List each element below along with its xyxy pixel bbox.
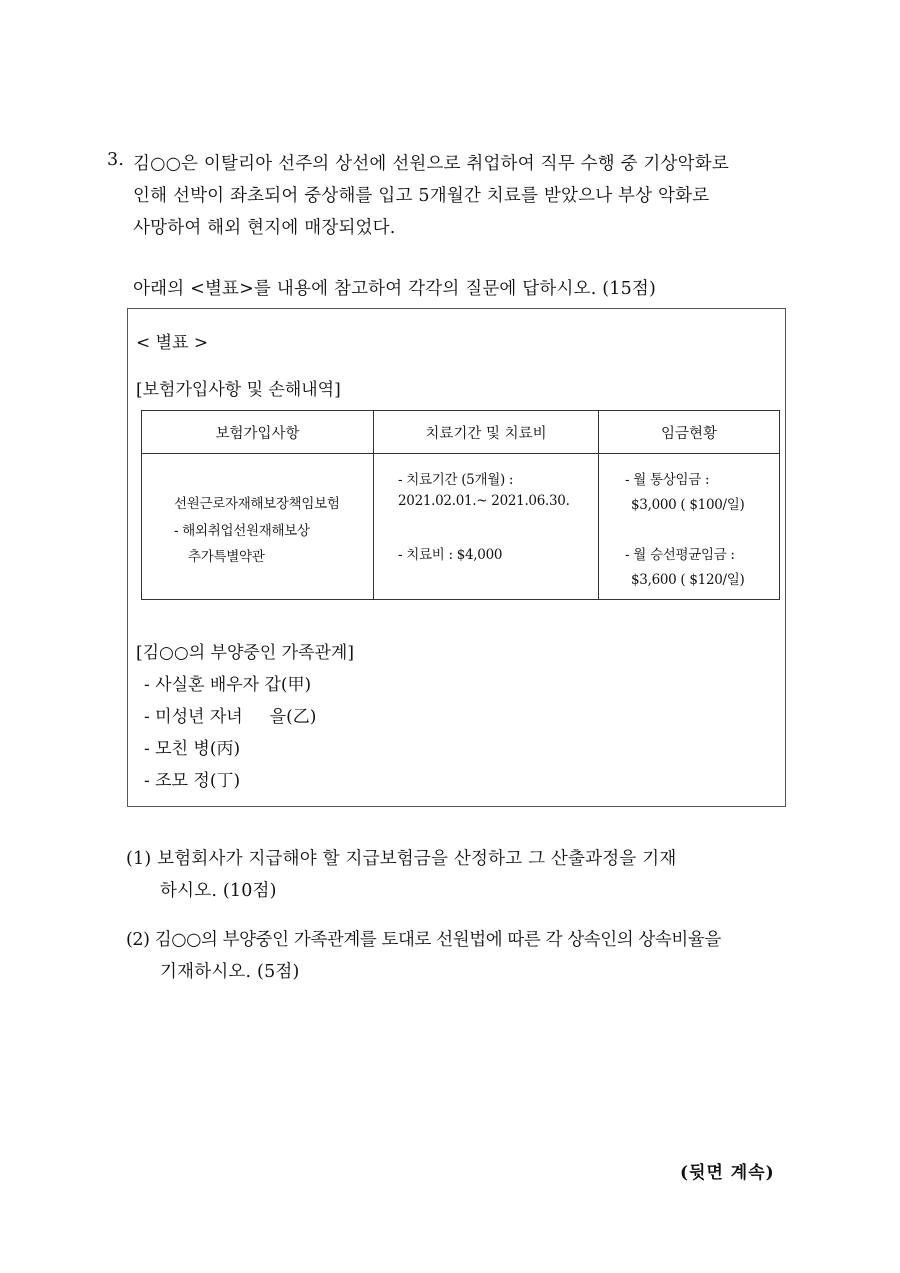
wage-avg-label: - 월 승선평균임금 :	[625, 547, 735, 563]
appendix-title: < 별표 >	[136, 333, 209, 353]
question-instruction: 아래의 <별표>를 내용에 참고하여 각각의 질문에 답하시오. (15점)	[133, 279, 657, 299]
family-section-title: [김○○의 부양중인 가족관계]	[136, 643, 354, 663]
cell-insurance	[142, 454, 374, 600]
header-wages: 임금현황	[599, 411, 780, 454]
subquestion-2-line-1: (2) 김○○의 부양중인 가족관계를 토대로 선원법에 따른 각 상속인의 상속비율을	[126, 930, 721, 950]
subquestion-1-line-1: (1) 보험회사가 지급해야 할 지급보험금을 산정하고 그 산출과정을 기재	[126, 849, 677, 869]
family-item-grandmother: - 조모 정(丁)	[144, 771, 241, 791]
wage-monthly-value: $3,000 ( $100/일)	[631, 497, 745, 513]
question-line-2: 인해 선박이 좌초되어 중상해를 입고 5개월간 치료를 받았으나 부상 악화로	[133, 186, 710, 206]
wage-avg-value: $3,600 ( $120/일)	[631, 572, 745, 588]
cell-wages	[599, 454, 780, 600]
family-item-child: - 미성년 자녀 을(乙)	[144, 707, 317, 727]
table-header-row	[142, 411, 780, 454]
cell-treatment	[374, 454, 599, 600]
header-insurance: 보험가입사항	[142, 411, 374, 454]
insurance-line-3: 추가특별약관	[188, 549, 265, 565]
header-treatment: 치료기간 및 치료비	[374, 411, 599, 454]
insurance-line-2: - 해외취업선원재해보상	[174, 523, 310, 539]
question-number: 3.	[107, 150, 125, 170]
family-item-spouse: - 사실혼 배우자 갑(甲)	[144, 675, 312, 695]
treatment-period-label: - 치료기간 (5개월) :	[398, 472, 514, 488]
family-item-mother: - 모친 병(丙)	[144, 739, 241, 759]
question-line-3: 사망하여 해외 현지에 매장되었다.	[133, 218, 396, 238]
continued-footer: (뒷면 계속)	[680, 1163, 775, 1183]
insurance-line-1: 선원근로자재해보장책임보험	[174, 496, 340, 512]
treatment-period-value: 2021.02.01.~ 2021.06.30.	[398, 493, 570, 509]
table-row	[142, 454, 780, 600]
subquestion-1-line-2: 하시오. (10점)	[160, 881, 277, 901]
wage-monthly-label: - 월 통상임금 :	[625, 472, 710, 488]
subquestion-2-line-2: 기재하시오. (5점)	[160, 962, 300, 982]
insurance-section-title: [보험가입사항 및 손해내역]	[136, 380, 341, 400]
treatment-cost: - 치료비 : $4,000	[398, 547, 503, 563]
insurance-table	[141, 410, 780, 600]
question-line-1: 김○○은 이탈리아 선주의 상선에 선원으로 취업하여 직무 수행 중 기상악화로	[133, 154, 729, 174]
appendix-box	[127, 308, 786, 807]
